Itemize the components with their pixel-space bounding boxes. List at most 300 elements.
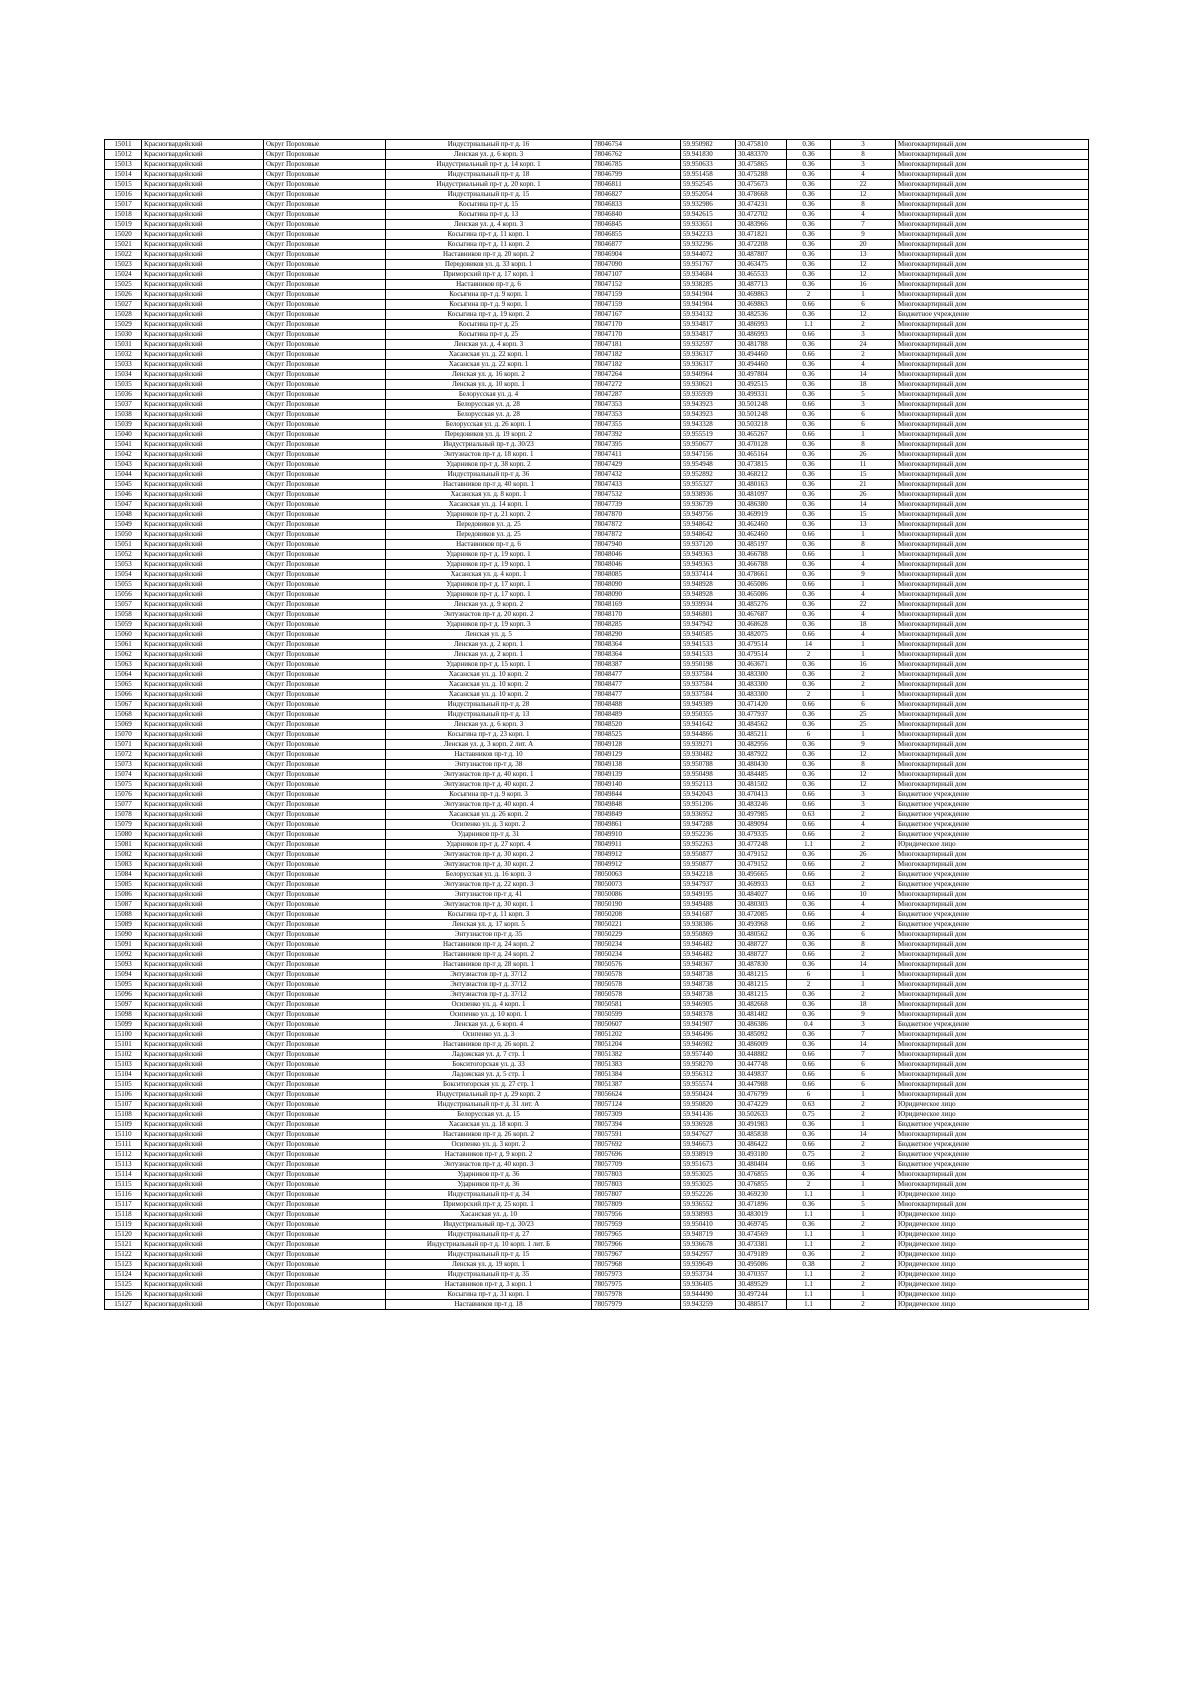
cell-district: Красногвардейский <box>142 350 264 360</box>
cell-district: Красногвардейский <box>142 1100 264 1110</box>
cell-id: 15039 <box>105 420 142 430</box>
cell-count: 2 <box>831 1150 896 1160</box>
cell-count: 5 <box>831 390 896 400</box>
cell-address: Бокситогорская ул. д. 33 <box>386 1060 592 1070</box>
cell-code: 78050073 <box>592 880 681 890</box>
cell-longitude: 30.494460 <box>736 350 787 360</box>
cell-latitude: 59.952226 <box>681 1190 736 1200</box>
cell-count: 9 <box>831 570 896 580</box>
cell-address: Энтузиастов пр-т д. 20 корп. 2 <box>386 610 592 620</box>
cell-code: 78048364 <box>592 650 681 660</box>
cell-longitude: 30.486386 <box>736 1020 787 1030</box>
cell-district: Красногвардейский <box>142 1210 264 1220</box>
table-row <box>105 480 1089 490</box>
cell-id: 15052 <box>105 550 142 560</box>
cell-latitude: 59.953025 <box>681 1170 736 1180</box>
cell-id: 15116 <box>105 1190 142 1200</box>
table-row <box>105 290 1089 300</box>
cell-id: 15043 <box>105 460 142 470</box>
cell-latitude: 59.943923 <box>681 400 736 410</box>
table-row <box>105 620 1089 630</box>
table-row <box>105 880 1089 890</box>
cell-latitude: 59.955519 <box>681 430 736 440</box>
cell-count: 4 <box>831 900 896 910</box>
cell-address: Наставников пр-т д. 26 корп. 2 <box>386 1130 592 1140</box>
cell-address: Ленская ул. д. 9 корп. 2 <box>386 600 592 610</box>
cell-count: 2 <box>831 870 896 880</box>
cell-volume: 0.66 <box>787 790 831 800</box>
cell-volume: 0.36 <box>787 240 831 250</box>
cell-count: 1 <box>831 530 896 540</box>
table-row <box>105 640 1089 650</box>
cell-code: 78047432 <box>592 470 681 480</box>
cell-longitude: 30.483300 <box>736 680 787 690</box>
cell-volume: 0.36 <box>787 380 831 390</box>
cell-address: Наставников пр-т д. 10 <box>386 750 592 760</box>
cell-longitude: 30.501248 <box>736 410 787 420</box>
cell-code: 78057803 <box>592 1180 681 1190</box>
cell-latitude: 59.955327 <box>681 480 736 490</box>
cell-source-type: Многоквартирный дом <box>896 520 1089 530</box>
cell-address: Косыгина пр-т д. 31 корп. 1 <box>386 1290 592 1300</box>
cell-longitude: 30.491983 <box>736 1120 787 1130</box>
cell-count: 1 <box>831 1230 896 1240</box>
table-row <box>105 1030 1089 1040</box>
cell-id: 15119 <box>105 1220 142 1230</box>
cell-longitude: 30.499331 <box>736 390 787 400</box>
cell-count: 14 <box>831 1130 896 1140</box>
cell-longitude: 30.475288 <box>736 170 787 180</box>
cell-longitude: 30.497804 <box>736 370 787 380</box>
cell-address: Индустриальный пр-т д. 30/23 <box>386 1220 592 1230</box>
cell-latitude: 59.950198 <box>681 660 736 670</box>
cell-municipality: Округ Пороховые <box>264 920 386 930</box>
cell-latitude: 59.937584 <box>681 680 736 690</box>
cell-code: 78050208 <box>592 910 681 920</box>
cell-code: 78050578 <box>592 990 681 1000</box>
cell-municipality: Округ Пороховые <box>264 680 386 690</box>
cell-district: Красногвардейский <box>142 530 264 540</box>
cell-municipality: Округ Пороховые <box>264 660 386 670</box>
cell-latitude: 59.948738 <box>681 990 736 1000</box>
cell-id: 15096 <box>105 990 142 1000</box>
cell-address: Наставников пр-т д. 6 <box>386 280 592 290</box>
cell-source-type: Многоквартирный дом <box>896 1050 1089 1060</box>
cell-volume: 6 <box>787 970 831 980</box>
cell-code: 78057979 <box>592 1300 681 1310</box>
cell-address: Ударников пр-т д. 21 корп. 2 <box>386 510 592 520</box>
cell-code: 78048364 <box>592 640 681 650</box>
cell-district: Красногвардейский <box>142 560 264 570</box>
cell-source-type: Бюджетное учреждение <box>896 790 1089 800</box>
cell-id: 15046 <box>105 490 142 500</box>
cell-district: Красногвардейский <box>142 730 264 740</box>
cell-district: Красногвардейский <box>142 1040 264 1050</box>
cell-count: 22 <box>831 600 896 610</box>
cell-volume: 0.36 <box>787 540 831 550</box>
cell-municipality: Округ Пороховые <box>264 1030 386 1040</box>
cell-municipality: Округ Пороховые <box>264 300 386 310</box>
cell-municipality: Округ Пороховые <box>264 380 386 390</box>
cell-source-type: Многоквартирный дом <box>896 320 1089 330</box>
cell-count: 18 <box>831 620 896 630</box>
cell-municipality: Округ Пороховые <box>264 430 386 440</box>
cell-code: 78047159 <box>592 300 681 310</box>
cell-id: 15018 <box>105 210 142 220</box>
cell-volume: 0.66 <box>787 910 831 920</box>
cell-count: 1 <box>831 430 896 440</box>
cell-volume: 0.36 <box>787 210 831 220</box>
cell-latitude: 59.930482 <box>681 750 736 760</box>
cell-source-type: Многоквартирный дом <box>896 170 1089 180</box>
cell-count: 2 <box>831 1270 896 1280</box>
cell-id: 15029 <box>105 320 142 330</box>
cell-address: Ударников пр-т д. 38 корп. 2 <box>386 460 592 470</box>
cell-count: 16 <box>831 280 896 290</box>
cell-longitude: 30.469745 <box>736 1220 787 1230</box>
cell-id: 15053 <box>105 560 142 570</box>
cell-address: Энтузиастов пр-т д. 30 корп. 2 <box>386 850 592 860</box>
cell-id: 15038 <box>105 410 142 420</box>
table-row <box>105 1130 1089 1140</box>
cell-address: Энтузиастов пр-т д. 37/12 <box>386 970 592 980</box>
cell-id: 15033 <box>105 360 142 370</box>
cell-volume: 0.36 <box>787 250 831 260</box>
cell-district: Красногвардейский <box>142 690 264 700</box>
cell-district: Красногвардейский <box>142 920 264 930</box>
cell-source-type: Многоквартирный дом <box>896 350 1089 360</box>
cell-count: 14 <box>831 1040 896 1050</box>
table-row <box>105 180 1089 190</box>
cell-id: 15050 <box>105 530 142 540</box>
cell-address: Ладожская ул. д. 7 стр. 1 <box>386 1050 592 1060</box>
cell-municipality: Округ Пороховые <box>264 220 386 230</box>
cell-district: Красногвардейский <box>142 1010 264 1020</box>
cell-id: 15126 <box>105 1290 142 1300</box>
cell-longitude: 30.474231 <box>736 200 787 210</box>
cell-address: Индустриальный пр-т д. 36 <box>386 470 592 480</box>
cell-source-type: Многоквартирный дом <box>896 720 1089 730</box>
cell-longitude: 30.479514 <box>736 640 787 650</box>
table-row <box>105 140 1089 150</box>
cell-code: 78057807 <box>592 1190 681 1200</box>
cell-longitude: 30.481097 <box>736 490 787 500</box>
cell-district: Красногвардейский <box>142 500 264 510</box>
cell-source-type: Многоквартирный дом <box>896 480 1089 490</box>
table-row <box>105 380 1089 390</box>
cell-address: Индустриальный пр-т д. 18 <box>386 170 592 180</box>
cell-code: 78050063 <box>592 870 681 880</box>
table-row <box>105 170 1089 180</box>
cell-source-type: Бюджетное учреждение <box>896 820 1089 830</box>
cell-address: Хасанская ул. д. 10 корп. 2 <box>386 680 592 690</box>
cell-address: Индустриальный пр-т д. 15 <box>386 1250 592 1260</box>
cell-count: 1 <box>831 1120 896 1130</box>
cell-district: Красногвардейский <box>142 1120 264 1130</box>
table-row <box>105 300 1089 310</box>
cell-longitude: 30.501248 <box>736 400 787 410</box>
cell-latitude: 59.941830 <box>681 150 736 160</box>
cell-district: Красногвардейский <box>142 490 264 500</box>
cell-volume: 0.36 <box>787 610 831 620</box>
cell-source-type: Многоквартирный дом <box>896 140 1089 150</box>
cell-municipality: Округ Пороховые <box>264 1190 386 1200</box>
cell-id: 15080 <box>105 830 142 840</box>
table-row <box>105 270 1089 280</box>
cell-longitude: 30.495665 <box>736 870 787 880</box>
cell-latitude: 59.942957 <box>681 1250 736 1260</box>
cell-latitude: 59.938285 <box>681 280 736 290</box>
cell-address: Ударников пр-т д. 19 корп. 1 <box>386 560 592 570</box>
cell-volume: 0.66 <box>787 870 831 880</box>
cell-id: 15019 <box>105 220 142 230</box>
cell-code: 78047940 <box>592 540 681 550</box>
cell-source-type: Бюджетное учреждение <box>896 880 1089 890</box>
cell-municipality: Округ Пороховые <box>264 670 386 680</box>
cell-volume: 1.1 <box>787 1290 831 1300</box>
cell-municipality: Округ Пороховые <box>264 440 386 450</box>
cell-address: Косыгина пр-т д. 9 корп. 1 <box>386 290 592 300</box>
cell-municipality: Округ Пороховые <box>264 970 386 980</box>
cell-address: Ударников пр-т д. 31 <box>386 830 592 840</box>
cell-volume: 0.66 <box>787 530 831 540</box>
cell-municipality: Округ Пороховые <box>264 630 386 640</box>
cell-district: Красногвардейский <box>142 450 264 460</box>
cell-source-type: Многоквартирный дом <box>896 750 1089 760</box>
table-row <box>105 1250 1089 1260</box>
cell-id: 15107 <box>105 1100 142 1110</box>
cell-count: 2 <box>831 1220 896 1230</box>
cell-volume: 0.66 <box>787 820 831 830</box>
cell-source-type: Бюджетное учреждение <box>896 830 1089 840</box>
cell-longitude: 30.487713 <box>736 280 787 290</box>
cell-municipality: Округ Пороховые <box>264 160 386 170</box>
cell-district: Красногвардейский <box>142 640 264 650</box>
cell-latitude: 59.943259 <box>681 1300 736 1310</box>
cell-volume: 0.36 <box>787 1040 831 1050</box>
cell-volume: 0.36 <box>787 740 831 750</box>
cell-longitude: 30.483370 <box>736 150 787 160</box>
cell-count: 1 <box>831 1190 896 1200</box>
cell-volume: 0.36 <box>787 930 831 940</box>
cell-source-type: Многоквартирный дом <box>896 1000 1089 1010</box>
cell-count: 1 <box>831 730 896 740</box>
cell-volume: 0.66 <box>787 1160 831 1170</box>
cell-latitude: 59.948928 <box>681 580 736 590</box>
cell-district: Красногвардейский <box>142 630 264 640</box>
cell-code: 78048046 <box>592 550 681 560</box>
cell-volume: 0.36 <box>787 230 831 240</box>
cell-count: 2 <box>831 880 896 890</box>
cell-source-type: Бюджетное учреждение <box>896 910 1089 920</box>
cell-latitude: 59.932986 <box>681 200 736 210</box>
cell-id: 15017 <box>105 200 142 210</box>
cell-address: Индустриальный пр-т д. 14 корп. 1 <box>386 160 592 170</box>
cell-municipality: Округ Пороховые <box>264 840 386 850</box>
cell-volume: 0.36 <box>787 990 831 1000</box>
cell-longitude: 30.475810 <box>736 140 787 150</box>
cell-district: Красногвардейский <box>142 280 264 290</box>
cell-code: 78051204 <box>592 1040 681 1050</box>
cell-municipality: Округ Пороховые <box>264 820 386 830</box>
table-row <box>105 920 1089 930</box>
cell-code: 78057696 <box>592 1150 681 1160</box>
cell-count: 12 <box>831 270 896 280</box>
cell-municipality: Округ Пороховые <box>264 770 386 780</box>
cell-district: Красногвардейский <box>142 770 264 780</box>
cell-municipality: Округ Пороховые <box>264 260 386 270</box>
cell-address: Косыгина пр-т д. 15 <box>386 200 592 210</box>
cell-longitude: 30.485276 <box>736 600 787 610</box>
cell-count: 2 <box>831 680 896 690</box>
cell-volume: 2 <box>787 980 831 990</box>
cell-id: 15121 <box>105 1240 142 1250</box>
cell-district: Красногвардейский <box>142 1110 264 1120</box>
cell-latitude: 59.943328 <box>681 420 736 430</box>
cell-latitude: 59.935939 <box>681 390 736 400</box>
cell-source-type: Юридическое лицо <box>896 1210 1089 1220</box>
cell-count: 1 <box>831 1290 896 1300</box>
cell-latitude: 59.942043 <box>681 790 736 800</box>
cell-longitude: 30.477248 <box>736 840 787 850</box>
table-row <box>105 970 1089 980</box>
cell-latitude: 59.949389 <box>681 700 736 710</box>
cell-code: 78050578 <box>592 980 681 990</box>
cell-address: Энтузиастов пр-т д. 38 <box>386 760 592 770</box>
cell-municipality: Округ Пороховые <box>264 370 386 380</box>
cell-code: 78057975 <box>592 1280 681 1290</box>
cell-source-type: Многоквартирный дом <box>896 500 1089 510</box>
cell-longitude: 30.495086 <box>736 1260 787 1270</box>
cell-municipality: Округ Пороховые <box>264 310 386 320</box>
cell-municipality: Округ Пороховые <box>264 280 386 290</box>
table-row <box>105 1120 1089 1130</box>
cell-id: 15125 <box>105 1280 142 1290</box>
cell-source-type: Бюджетное учреждение <box>896 310 1089 320</box>
cell-longitude: 30.477937 <box>736 710 787 720</box>
cell-volume: 0.66 <box>787 1050 831 1060</box>
cell-address: Индустриальный пр-т д. 13 <box>386 710 592 720</box>
cell-volume: 0.36 <box>787 1220 831 1230</box>
cell-address: Приморский пр-т д. 25 корп. 1 <box>386 1200 592 1210</box>
cell-address: Ленская ул. д. 2 корп. 1 <box>386 650 592 660</box>
cell-longitude: 30.486009 <box>736 1040 787 1050</box>
table-row <box>105 990 1089 1000</box>
cell-volume: 1.1 <box>787 1270 831 1280</box>
cell-volume: 0.36 <box>787 670 831 680</box>
cell-municipality: Округ Пороховые <box>264 1070 386 1080</box>
cell-code: 78049912 <box>592 860 681 870</box>
cell-source-type: Бюджетное учреждение <box>896 800 1089 810</box>
cell-municipality: Округ Пороховые <box>264 890 386 900</box>
cell-count: 2 <box>831 670 896 680</box>
cell-municipality: Округ Пороховые <box>264 1090 386 1100</box>
cell-code: 78046833 <box>592 200 681 210</box>
cell-latitude: 59.952892 <box>681 470 736 480</box>
cell-address: Ударников пр-т д. 19 корп. 3 <box>386 620 592 630</box>
cell-longitude: 30.485211 <box>736 730 787 740</box>
cell-code: 78057965 <box>592 1230 681 1240</box>
cell-code: 78047159 <box>592 290 681 300</box>
cell-volume: 0.66 <box>787 1080 831 1090</box>
cell-latitude: 59.938936 <box>681 490 736 500</box>
cell-source-type: Многоквартирный дом <box>896 660 1089 670</box>
cell-count: 2 <box>831 320 896 330</box>
cell-count: 25 <box>831 720 896 730</box>
cell-latitude: 59.952236 <box>681 830 736 840</box>
cell-longitude: 30.447988 <box>736 1080 787 1090</box>
cell-volume: 0.36 <box>787 360 831 370</box>
cell-latitude: 59.947288 <box>681 820 736 830</box>
cell-id: 15088 <box>105 910 142 920</box>
cell-municipality: Округ Пороховые <box>264 620 386 630</box>
cell-longitude: 30.493968 <box>736 920 787 930</box>
cell-municipality: Округ Пороховые <box>264 880 386 890</box>
cell-longitude: 30.486380 <box>736 500 787 510</box>
cell-longitude: 30.482668 <box>736 1000 787 1010</box>
cell-volume: 2 <box>787 1180 831 1190</box>
cell-volume: 0.36 <box>787 780 831 790</box>
cell-volume: 0.38 <box>787 1260 831 1270</box>
cell-id: 15013 <box>105 160 142 170</box>
cell-id: 15085 <box>105 880 142 890</box>
cell-id: 15070 <box>105 730 142 740</box>
cell-latitude: 59.948738 <box>681 970 736 980</box>
table-row <box>105 710 1089 720</box>
table-row <box>105 490 1089 500</box>
table-row <box>105 510 1089 520</box>
cell-volume: 0.36 <box>787 280 831 290</box>
cell-volume: 0.36 <box>787 370 831 380</box>
cell-longitude: 30.469863 <box>736 300 787 310</box>
cell-count: 3 <box>831 1020 896 1030</box>
cell-address: Энтузиастов пр-т д. 40 корп. 2 <box>386 780 592 790</box>
cell-source-type: Многоквартирный дом <box>896 300 1089 310</box>
cell-latitude: 59.936928 <box>681 1120 736 1130</box>
cell-code: 78047353 <box>592 400 681 410</box>
table-row <box>105 240 1089 250</box>
cell-municipality: Округ Пороховые <box>264 910 386 920</box>
cell-latitude: 59.941687 <box>681 910 736 920</box>
cell-source-type: Многоквартирный дом <box>896 640 1089 650</box>
table-row <box>105 1140 1089 1150</box>
cell-address: Ладожская ул. д. 5 стр. 1 <box>386 1070 592 1080</box>
cell-district: Красногвардейский <box>142 1220 264 1230</box>
cell-code: 78047395 <box>592 440 681 450</box>
table-row <box>105 1110 1089 1120</box>
cell-source-type: Многоквартирный дом <box>896 1180 1089 1190</box>
cell-code: 78057966 <box>592 1240 681 1250</box>
cell-municipality: Округ Пороховые <box>264 990 386 1000</box>
table-row <box>105 650 1089 660</box>
cell-id: 15051 <box>105 540 142 550</box>
cell-volume: 0.36 <box>787 390 831 400</box>
cell-volume: 0.36 <box>787 490 831 500</box>
cell-municipality: Округ Пороховые <box>264 470 386 480</box>
cell-count: 2 <box>831 1280 896 1290</box>
cell-source-type: Многоквартирный дом <box>896 290 1089 300</box>
cell-volume: 0.66 <box>787 700 831 710</box>
cell-count: 8 <box>831 200 896 210</box>
cell-longitude: 30.469919 <box>736 510 787 520</box>
cell-source-type: Многоквартирный дом <box>896 860 1089 870</box>
cell-id: 15024 <box>105 270 142 280</box>
cell-code: 78049129 <box>592 750 681 760</box>
cell-district: Красногвардейский <box>142 1270 264 1280</box>
table-row <box>105 420 1089 430</box>
cell-source-type: Многоквартирный дом <box>896 1200 1089 1210</box>
cell-latitude: 59.934817 <box>681 330 736 340</box>
